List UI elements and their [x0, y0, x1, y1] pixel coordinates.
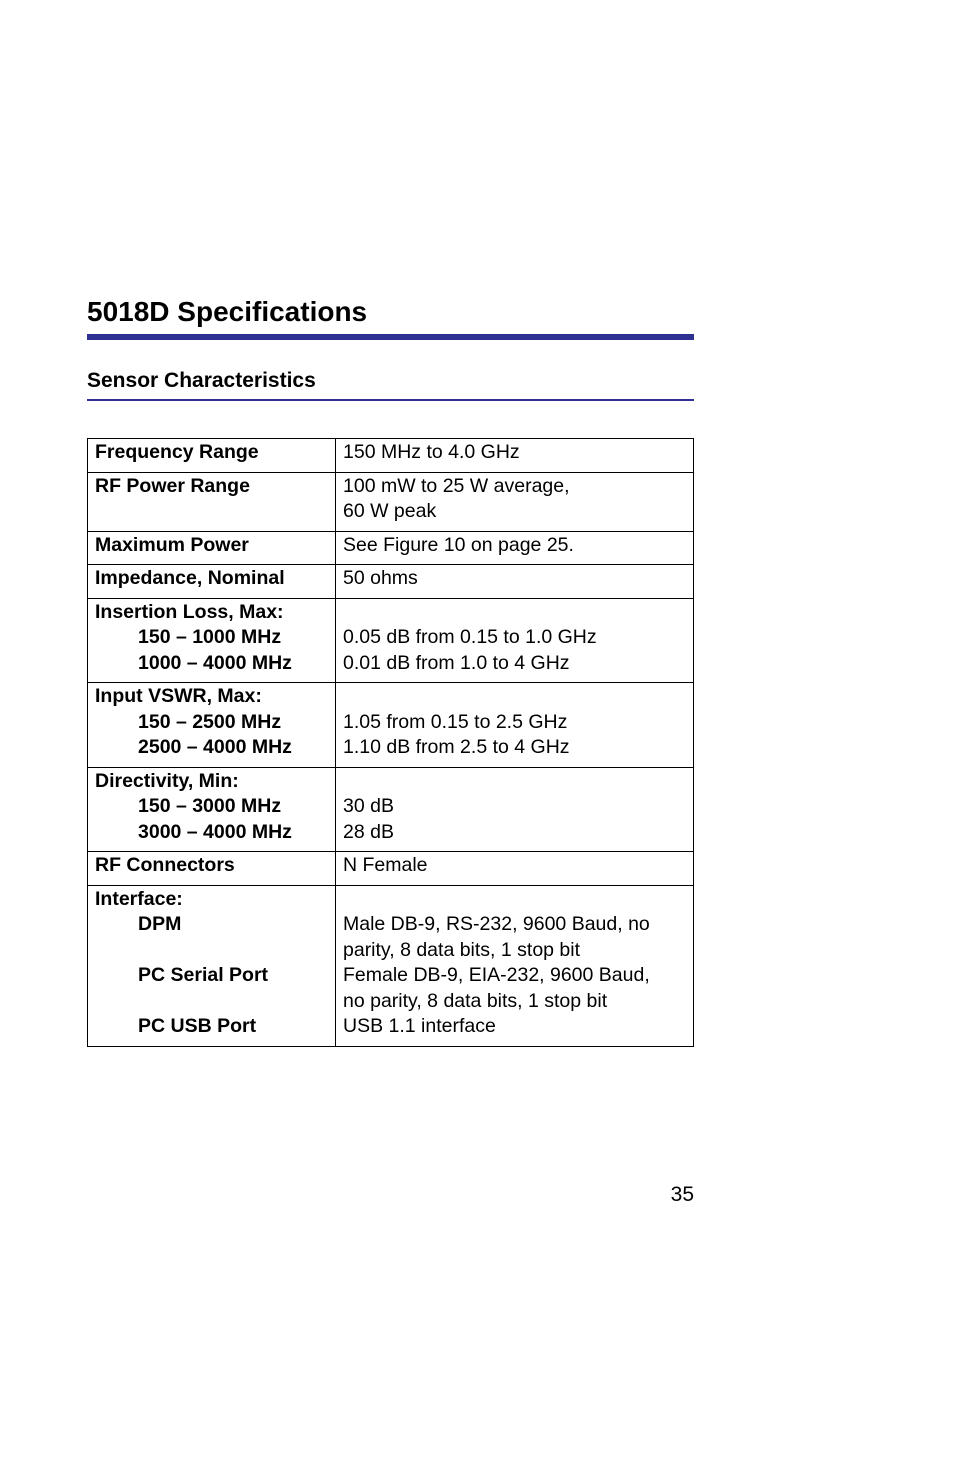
- row-value: 50 ohms: [336, 565, 694, 599]
- sub-value: parity, 8 data bits, 1 stop bit: [343, 938, 581, 961]
- sub-label: 1000 – 4000 MHz: [138, 651, 292, 674]
- value-line: 60 W peak: [343, 500, 437, 522]
- sub-value: 28 dB: [343, 820, 394, 843]
- row-value: [336, 472, 694, 531]
- table-row: [88, 439, 694, 473]
- sub-label: 150 – 2500 MHz: [138, 710, 282, 733]
- sub-value: no parity, 8 data bits, 1 stop bit: [343, 989, 608, 1012]
- row-label: Impedance, Nominal: [88, 565, 336, 599]
- sub-value: 0.01 dB from 1.0 to 4 GHz: [343, 651, 570, 674]
- row-value: [336, 598, 694, 683]
- row-label: Maximum Power: [88, 531, 336, 565]
- row-label: Frequency Range: [88, 439, 336, 473]
- table-row: [88, 598, 694, 683]
- row-label: [88, 683, 336, 768]
- group-label: Input VSWR, Max:: [95, 685, 262, 707]
- sub-label: 2500 – 4000 MHz: [138, 736, 292, 758]
- section-rule: [87, 399, 694, 401]
- group-label: Directivity, Min:: [95, 769, 239, 792]
- sub-label: PC Serial Port: [138, 964, 269, 986]
- spec-table: [87, 438, 694, 1047]
- group-label: Interface:: [95, 887, 183, 910]
- table-row: [88, 683, 694, 768]
- table-row: [88, 767, 694, 852]
- row-label: [88, 885, 336, 1046]
- sub-value: USB 1.1 interface: [343, 1015, 496, 1037]
- table-row: [88, 565, 694, 599]
- row-value: [336, 885, 694, 1046]
- sub-value: 1.05 from 0.15 to 2.5 GHz: [343, 710, 568, 733]
- row-value: N Female: [336, 852, 694, 886]
- sub-label: 150 – 3000 MHz: [138, 795, 282, 817]
- sub-value: Female DB-9, EIA-232, 9600 Baud,: [343, 964, 650, 986]
- sub-label: 3000 – 4000 MHz: [138, 820, 292, 843]
- row-label: RF Power Range: [88, 472, 336, 531]
- row-value: [336, 683, 694, 768]
- sub-label: DPM: [138, 913, 182, 935]
- sub-label: 150 – 1000 MHz: [138, 626, 282, 648]
- sub-label: PC USB Port: [138, 1015, 257, 1037]
- row-value: See Figure 10 on page 25.: [336, 531, 694, 565]
- table-row: [88, 531, 694, 565]
- row-value: [336, 767, 694, 852]
- row-label: [88, 767, 336, 852]
- sub-value: 1.10 dB from 2.5 to 4 GHz: [343, 736, 570, 758]
- page-title: 5018D Specifications: [87, 296, 368, 327]
- sub-value: 30 dB: [343, 795, 394, 817]
- section-title: Sensor Characteristics: [87, 369, 316, 392]
- title-rule: [87, 334, 694, 340]
- value-line: 100 mW to 25 W average,: [343, 474, 570, 497]
- row-label: [88, 598, 336, 683]
- group-label: Insertion Loss, Max:: [95, 600, 284, 623]
- sub-value: 0.05 dB from 0.15 to 1.0 GHz: [343, 626, 597, 648]
- table-row: [88, 852, 694, 886]
- row-value: 150 MHz to 4.0 GHz: [336, 439, 694, 473]
- sub-value: Male DB-9, RS-232, 9600 Baud, no: [343, 913, 650, 935]
- table-row: [88, 885, 694, 1046]
- table-row: [88, 472, 694, 531]
- page-number: 35: [670, 1183, 694, 1206]
- row-label: RF Connectors: [88, 852, 336, 886]
